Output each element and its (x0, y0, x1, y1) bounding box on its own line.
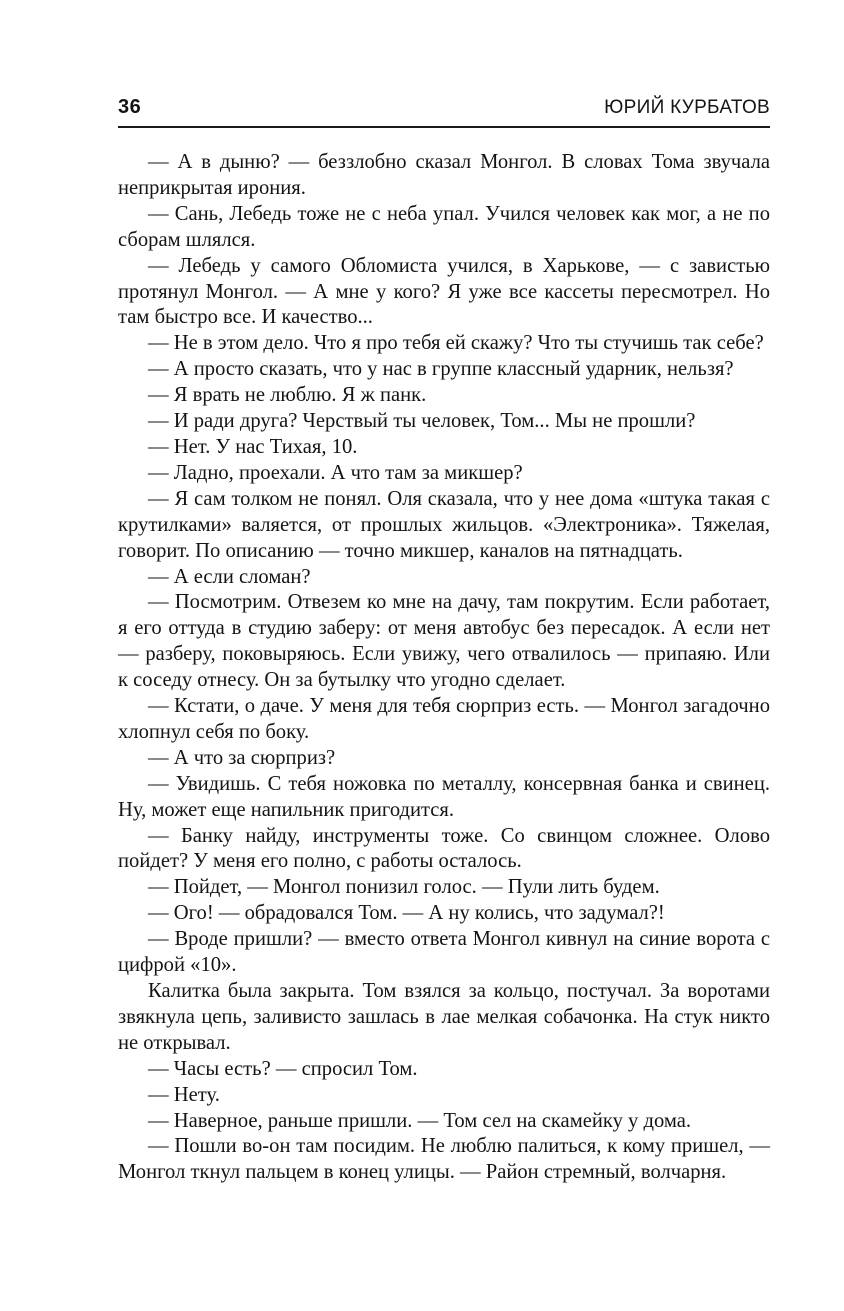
paragraph: — Ого! — обрадовался Том. — А ну колись, что задумал?! (148, 902, 665, 925)
paragraph: — А если сломан? (148, 565, 311, 588)
paragraph: — Часы есть? — спросил Том. (148, 1057, 418, 1080)
paragraph: — Пойдет, — Монгол понизил голос. — Пули лить будем. (148, 876, 660, 899)
paragraph: — Не в этом дело. Что я про тебя ей скажу? Что ты стучишь так себе? (148, 332, 764, 355)
paragraph: — Лебедь у самого Обломиста учился, в Харькове, — с завистью протянул Монгол. — А мне у кого? Я уже все кассеты пересмотрел. Но там быстро все. И качество... (118, 254, 770, 329)
paragraph: — А просто сказать, что у нас в группе классный ударник, нельзя? (148, 358, 734, 381)
paragraph: — Увидишь. С тебя ножовка по металлу, консервная банка и свинец. Ну, может еще напильник пригодится. (118, 772, 770, 821)
paragraph: — Ладно, проехали. А что там за микшер? (148, 461, 523, 484)
paragraph: — Наверное, раньше пришли. — Том сел на скамейку у дома. (148, 1109, 692, 1132)
paragraph: — Я сам толком не понял. Оля сказала, что у нее дома «штука такая с крутилками» валяется, от прошлых жильцов. «Электроника». Тяжелая, говорит. По описанию — точно микшер, каналов на пятнадцать. (118, 487, 770, 562)
paragraph: — Я врать не люблю. Я ж панк. (148, 384, 427, 407)
paragraph: — Нету. (148, 1083, 220, 1106)
paragraph: — Вроде пришли? — вместо ответа Монгол кивнул на синие ворота с цифрой «10». (118, 928, 770, 977)
paragraph: Калитка была закрыта. Том взялся за кольцо, постучал. За воротами звякнула цепь, заливисто зашлась в лае мелкая собачонка. На стук никто не открывал. (118, 980, 770, 1054)
author-name: ЮРИЙ КУРБАТОВ (604, 97, 770, 118)
paragraph: — Нет. У нас Тихая, 10. (148, 435, 358, 458)
paragraph: — Кстати, о даче. У меня для тебя сюрприз есть. — Монгол загадочно хлопнул себя по боку. (118, 695, 770, 743)
paragraph: — Пошли во-он там посидим. Не люблю палиться, к кому пришел, — Монгол ткнул пальцем в конец улицы. — Район стремный, волчарня. (118, 1135, 770, 1184)
page-number: 36 (118, 96, 142, 118)
paragraph: — А что за сюрприз? (148, 746, 336, 769)
paragraph: — А в дыню? — беззлобно сказал Монгол. В словах Тома звучала неприкрытая ирония. (118, 151, 770, 199)
paragraph: — И ради друга? Черствый ты человек, Том... Мы не прошли? (148, 410, 696, 433)
paragraph: — Посмотрим. Отвезем ко мне на дачу, там покрутим. Если работает, я его оттуда в студию заберу: от меня автобус без пересадок. А если нет — разберу, поковыряюсь. Если увижу, чего отвалилось — припаяю. Или к соседу отнесу. Он за бутылку что угодно сделает. (118, 591, 770, 692)
paragraph: — Сань, Лебедь тоже не с неба упал. Учился человек как мог, а не по сборам шлялся. (118, 202, 770, 251)
running-head (118, 96, 770, 128)
paragraph: — Банку найду, инструменты тоже. Со свинцом сложнее. Олово пойдет? У меня его полно, с работы осталось. (118, 824, 770, 873)
body-text (118, 150, 770, 1186)
